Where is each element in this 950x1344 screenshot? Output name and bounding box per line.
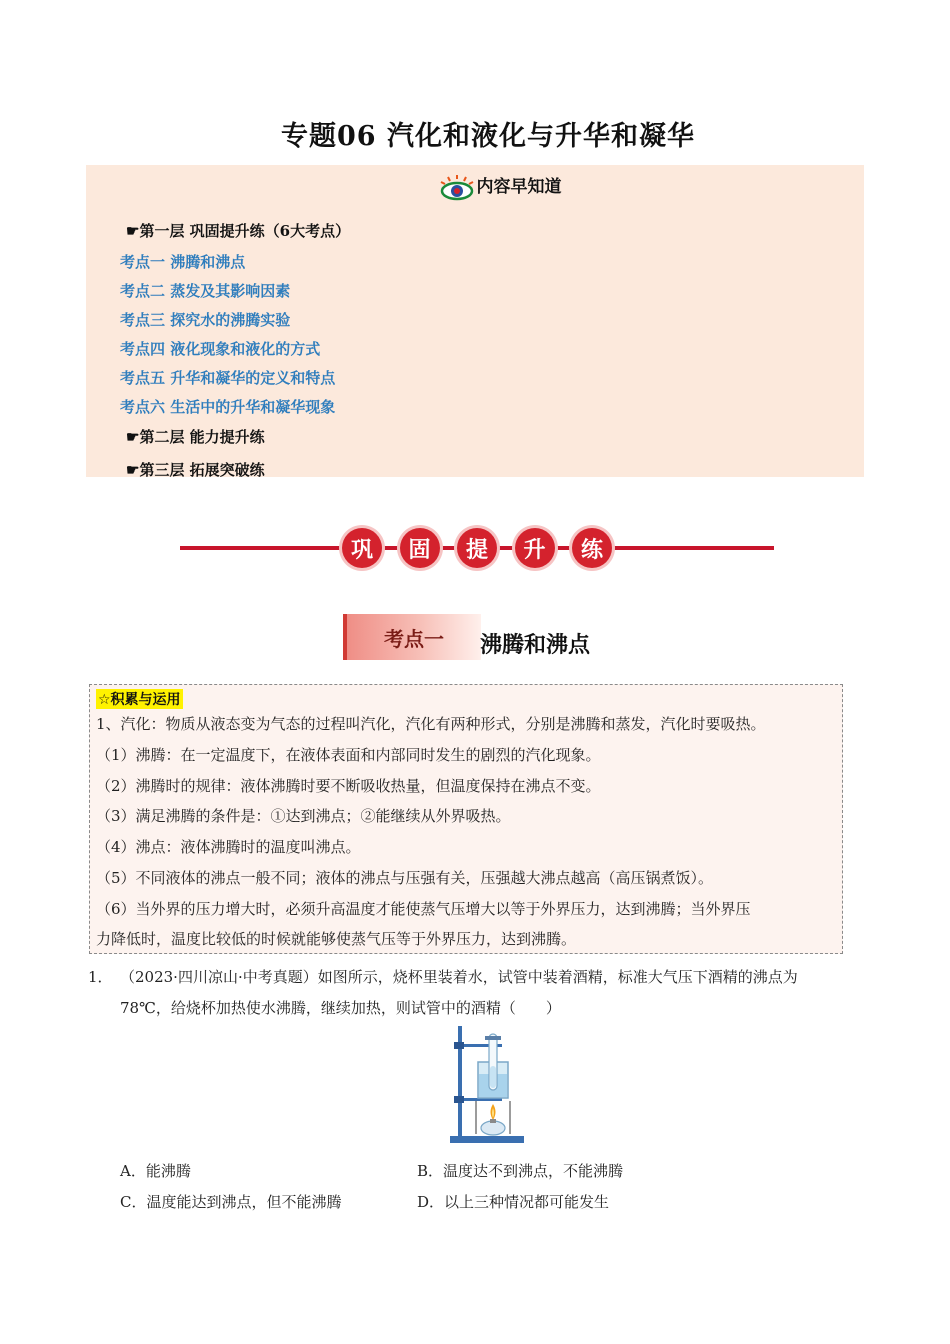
knowledge-line-2: （1）沸腾：在一定温度下，在液体表面和内部同时发生的剧烈的汽化现象。 [96, 746, 601, 764]
page-title: 专题06 汽化和液化与升华和凝华 [281, 121, 695, 152]
knowledge-line-6: （5）不同液体的沸点一般不同；液体的沸点与压强有关，压强越大沸点越高（高压锅煮饭）。 [96, 869, 714, 887]
knowledge-line-7: （6）当外界的压力增大时，必须升高温度才能使蒸气压增大以等于外界压力，达到沸腾；当外界压 [96, 900, 751, 918]
banner-char-1: 巩 [342, 528, 382, 568]
knowledge-line-3: （2）沸腾时的规律：液体沸腾时要不断吸收热量，但温度保持在沸点不变。 [96, 777, 601, 795]
toc-heading-text: 内容早知道 [476, 177, 562, 197]
boiling-apparatus-figure [446, 1022, 528, 1144]
question-number: 1． [88, 968, 113, 986]
option-d[interactable]: D．以上三种情况都可能发生 [417, 1193, 610, 1211]
knowledge-line-8: 力降低时，温度比较低的时候就能够使蒸气压等于外界压力，达到沸腾。 [96, 930, 577, 948]
option-c[interactable]: C．温度能达到沸点，但不能沸腾 [120, 1193, 342, 1211]
banner-char-4: 升 [515, 528, 555, 568]
eye-icon [439, 174, 475, 202]
toc-level-1[interactable]: ☛第一层 巩固提升练（6大考点） [126, 222, 351, 240]
toc-level-3[interactable]: ☛第三层 拓展突破练 [126, 461, 265, 479]
section-banner [180, 528, 774, 570]
toc-point-6[interactable]: 考点六 生活中的升华和凝华现象 [120, 398, 336, 416]
knowledge-line-5: （4）沸点：液体沸腾时的温度叫沸点。 [96, 838, 361, 856]
option-a[interactable]: A．能沸腾 [120, 1162, 191, 1180]
question-text-line-1: （2023·四川凉山·中考真题）如图所示，烧杯里装着水，试管中装着酒精，标准大气压下酒精的沸点为 [120, 968, 798, 986]
knowledge-tag: ☆积累与运用 [96, 689, 183, 709]
toc-heading [0, 172, 950, 202]
toc-point-1[interactable]: 考点一 沸腾和沸点 [120, 253, 246, 271]
banner-char-2: 固 [400, 528, 440, 568]
banner-char-3: 提 [457, 528, 497, 568]
toc-level-2[interactable]: ☛第二层 能力提升练 [126, 428, 265, 446]
kaodian-tag: 考点一 [343, 614, 481, 660]
toc-point-5[interactable]: 考点五 升华和凝华的定义和特点 [120, 369, 336, 387]
knowledge-line-4: （3）满足沸腾的条件是：①达到沸点；②能继续从外界吸热。 [96, 807, 511, 825]
toc-point-2[interactable]: 考点二 蒸发及其影响因素 [120, 282, 291, 300]
knowledge-line-1: 1、汽化：物质从液态变为气态的过程叫汽化，汽化有两种形式，分别是沸腾和蒸发，汽化时要吸热。 [96, 715, 766, 733]
kaodian-title: 沸腾和沸点 [480, 632, 591, 658]
question-text-line-2: 78℃，给烧杯加热使水沸腾，继续加热，则试管中的酒精（ ） [120, 999, 561, 1017]
toc-point-3[interactable]: 考点三 探究水的沸腾实验 [120, 311, 291, 329]
banner-char-5: 练 [572, 528, 612, 568]
option-b[interactable]: B．温度达不到沸点，不能沸腾 [417, 1162, 624, 1180]
toc-point-4[interactable]: 考点四 液化现象和液化的方式 [120, 340, 321, 358]
